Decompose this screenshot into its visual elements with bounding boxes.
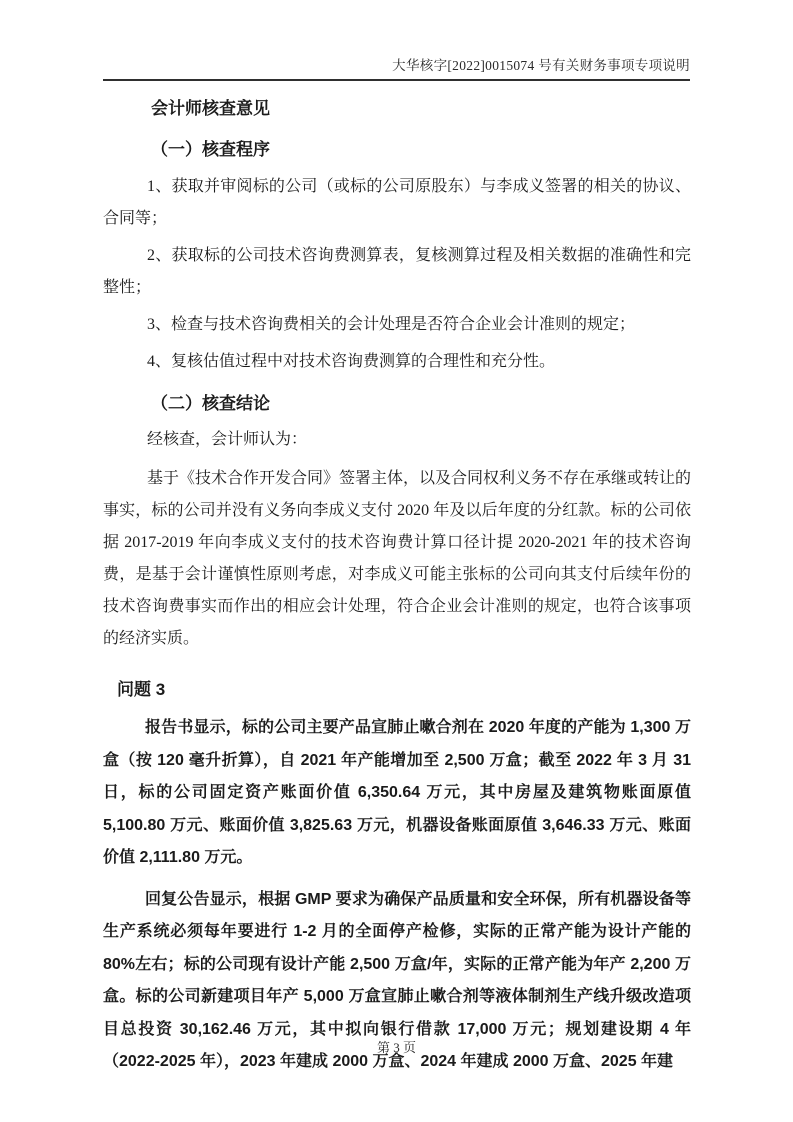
page-number: 第 3 页 [376, 1040, 416, 1055]
question-3-paragraph-1: 报告书显示，标的公司主要产品宣肺止嗽合剂在 2020 年度的产能为 1,300 万盒（按 120 毫升折算），自 2021 年产能增加至 2,500 万盒；截至 2022 年 3 月 31 日，标的公司固定资产账面价值 6,350.64 万元，其中房屋及建筑物账面原值 5,100.80 万元、账面价值 3,825.63 万元，机器设备账面原值 3,646.33 万元、账面价值 2,111.80 万元。 [103, 719, 691, 866]
conclusion-intro-line: 经核查，会计师认为： [147, 431, 308, 448]
subsection-title-verification-procedure: （一）核查程序 [151, 140, 270, 159]
procedure-item-4: 4、复核估值过程中对技术咨询费测算的合理性和充分性。 [147, 353, 556, 370]
document-header-reference: 大华核字[2022]0015074 号有关财务事项专项说明 [103, 54, 690, 81]
subsection-title-verification-conclusion: （二）核查结论 [151, 394, 270, 413]
section-title-auditor-opinion: 会计师核查意见 [151, 99, 270, 118]
procedure-item-2: 2、获取标的公司技术咨询费测算表，复核测算过程及相关数据的准确性和完整性； [103, 247, 691, 296]
procedure-item-3: 3、检查与技术咨询费相关的会计处理是否符合企业会计准则的规定； [147, 316, 636, 333]
question-3-title: 问题 3 [117, 680, 166, 699]
question-3-paragraph-2: 回复公告显示，根据 GMP 要求为确保产品质量和安全环保，所有机器设备等生产系统必须每年要进行 1-2 月的全面停产检修，实际的正常产能为设计产能的 80%左右；标的公司现有设计产能 2,500 万盒/年，实际的正常产能为年产 2,200 万盒。标的公司新建项目年产 5,000 万盒宣肺止嗽合剂等液体制剂生产线升级改造项目总投资 30,162.46 万元，其中拟向银行借款 17,000 万元；规划建设期 4 年（2022-2025 年），2023 年建成 2000 万盒、2024 年建成 2000 万盒、2025 年建 [103, 890, 691, 1070]
conclusion-paragraph: 基于《技术合作开发合同》签署主体，以及合同权利义务不存在承继或转让的事实，标的公司并没有义务向李成义支付 2020 年及以后年度的分红款。标的公司依据 2017-2019 年向李成义支付的技术咨询费计算口径计提 2020-2021 年的技术咨询费，是基于会计谨慎性原则考虑，对李成义可能主张标的公司向其支付后续年份的技术咨询费事实而作出的相应会计处理，符合企业会计准则的规定，也符合该事项的经济实质。 [103, 470, 692, 647]
document-body [103, 78, 691, 1079]
procedure-item-1: 1、获取并审阅标的公司（或标的公司原股东）与李成义签署的相关的协议、合同等； [103, 178, 691, 227]
